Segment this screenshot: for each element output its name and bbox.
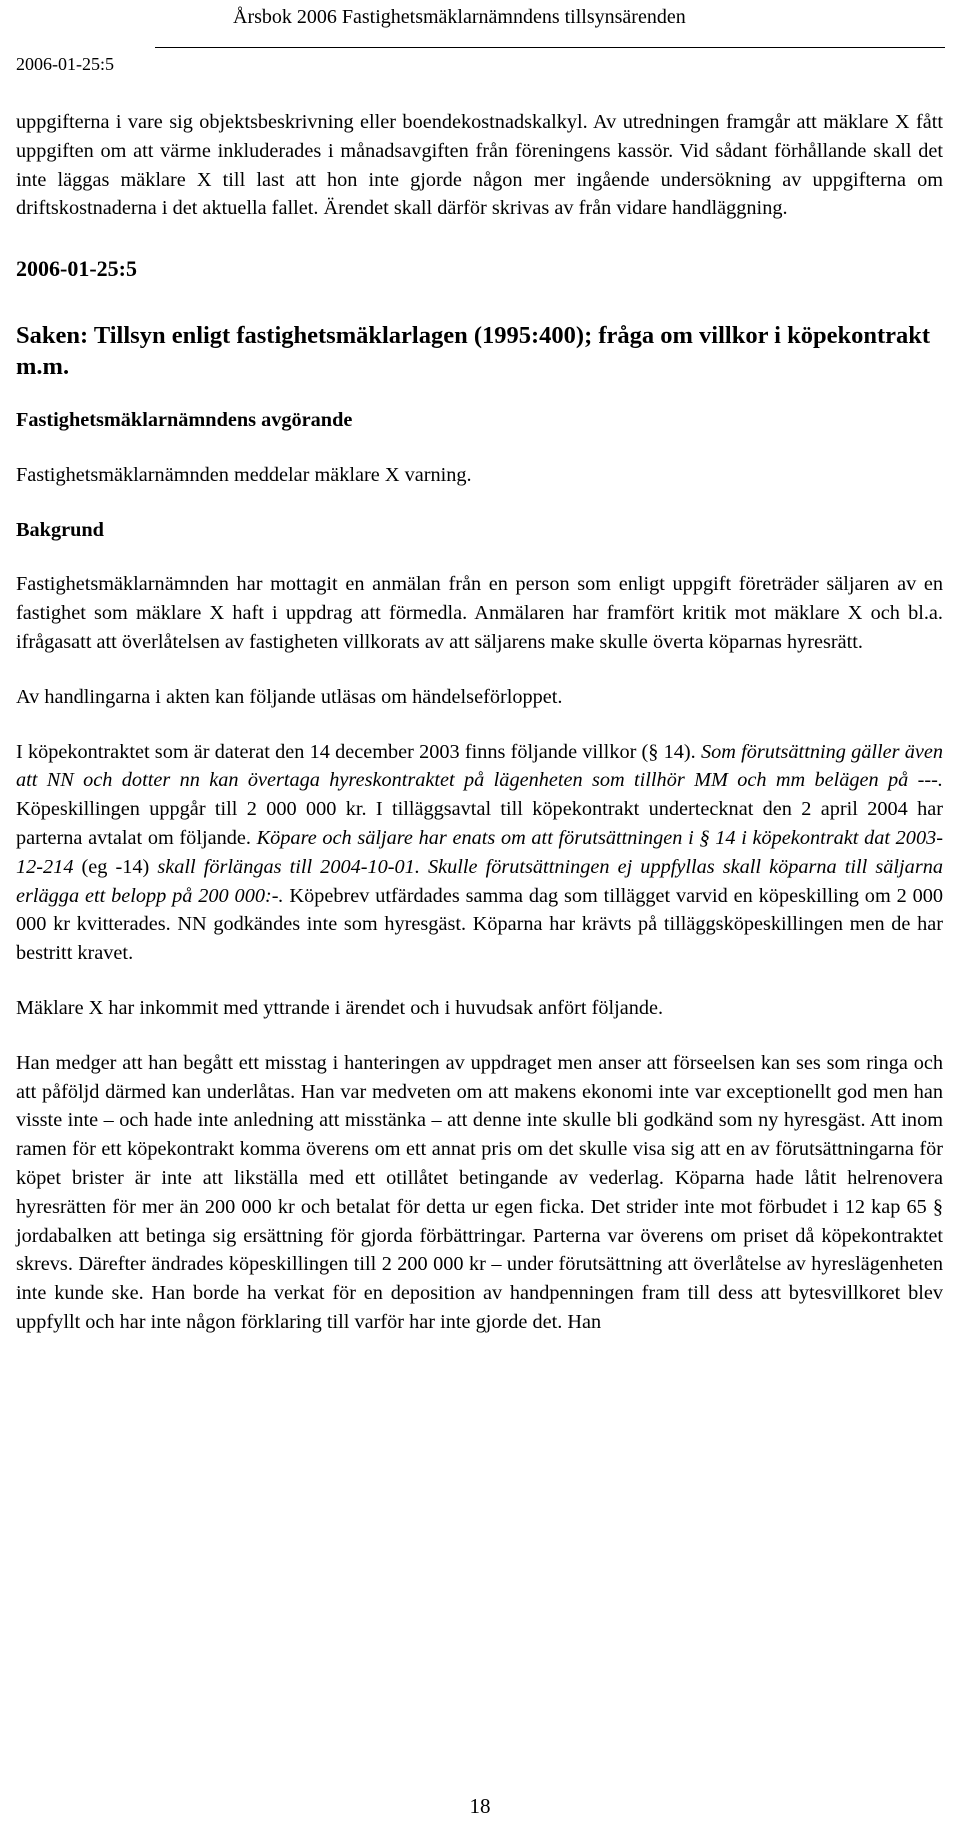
document-body <box>16 108 943 1363</box>
contract-text-4: Köpebrev utfärdades samma dag som tillägget varvid en köpeskilling om 2 000 000 kr kvitterades. NN godkändes inte som hyresgäst. Köparna har krävts på tilläggsköpeskillingen men de har bestritt kravet. <box>16 884 943 965</box>
header-title: Årsbok 2006 Fastighetsmäklarnämndens tillsynsärenden <box>233 6 686 28</box>
header-reference: 2006-01-25:5 <box>16 54 114 74</box>
paragraph-case-file: Av handlingarna i akten kan följande utläsas om händelseförloppet. <box>16 685 563 708</box>
paragraph-broker-statement: Han medger att han begått ett misstag i hanteringen av uppdraget men anser att förseelsen kan ses som ringa och att påföljd därmed kan underlåtas. Han var medveten om att makens ekonomi inte var exceptionellt god men han visste inte – och hade inte anledning att misstänka – att denne inte skulle bli godkänd som ny hyresgäst. Att inom ramen för ett köpekontrakt komma överens om ett annat pris om det skulle visa sig att en av förutsättningarna för köpet brister är inte att likställa med ett otillåtet betingande av vederlag. Köparna hade låtit helrenovera hyresrätten för mer än 200 000 kr och betalat för detta ur egen ficka. Det strider inte mot förbudet i 12 kap 65 § jordabalken att betinga sig ersättning för gjorda förbättringar. Parterna var överens om priset då köpekontraktet skrevs. Därefter ändrades köpeskillingen till 2 200 000 kr – under förutsättning att överlåtelse av hyreslägenheten inte kunde ske. Han borde ha verkat för en deposition av handpenningen fram till dess att bytesvillkoret blev uppfyllt och har inte någon förklaring till varför har inte gjorde det. Han <box>16 1051 943 1333</box>
contract-quote-3: skall förlängas till 2004-10-01. Skulle förutsättningen ej uppfyllas skall köparna till säljarna erlägga ett belopp på 200 000:-. <box>16 855 943 907</box>
header-rule <box>155 47 945 48</box>
page-header <box>0 0 960 74</box>
contract-text-2: Köpeskillingen uppgår till 2 000 000 kr. I tilläggsavtal till köpekontrakt undertecknat den 2 april 2004 har parterna avtalat om följande. <box>16 798 943 849</box>
case-title: Saken: Tillsyn enligt fastighetsmäklarlagen (1995:400); fråga om villkor i köpekontrakt m.m. <box>16 321 931 380</box>
paragraph-broker-response: Mäklare X har inkommit med yttrande i ärendet och i huvudsak anfört följande. <box>16 996 664 1019</box>
contract-quote-2: Köpare och säljare har enats om att förutsättningen i § 14 i köpekontrakt dat 2003-12-214 <box>16 826 943 878</box>
contract-text-1: I köpekontraktet som är daterat den 14 december 2003 finns följande villkor (§ 14). <box>16 740 701 763</box>
page-number: 18 <box>469 1794 491 1818</box>
background-heading: Bakgrund <box>16 518 104 541</box>
contract-text-3: (eg -14) <box>73 855 158 878</box>
contract-quote-1: Som förutsättning gäller även att NN och dotter nn kan övertaga hyreskontraktet på lägenheten som tillhör MM och mm belägen på ---. <box>16 740 944 792</box>
paragraph-contract-terms <box>16 738 943 968</box>
decision-heading: Fastighetsmäklarnämndens avgörande <box>16 408 353 431</box>
decision-text: Fastighetsmäklarnämnden meddelar mäklare X varning. <box>16 463 472 486</box>
paragraph-complaint: Fastighetsmäklarnämnden har mottagit en anmälan från en person som enligt uppgift företräder säljaren av en fastighet som mäklare X haft i uppdrag att förmedla. Anmälaren har framfört kritik mot mäklare X och bl.a. ifrågasatt att överlåtelsen av fastigheten villkorats av att säljarens make skulle överta köparnas hyresrätt. <box>16 573 943 653</box>
intro-paragraph: uppgifterna i vare sig objektsbeskrivning eller boendekostnadskalkyl. Av utredningen framgår att mäklare X fått uppgiften om att värme inkluderades i månadsavgiften från föreningens kassör. Vid sådant förhållande skall det inte läggas mäklare X till last att hon inte gjorde någon mer ingående undersökning av uppgifterna om driftskostnaderna i det aktuella fallet. Ärendet skall därför skrivas av från vidare handläggning. <box>16 111 943 220</box>
case-number: 2006-01-25:5 <box>16 256 137 282</box>
